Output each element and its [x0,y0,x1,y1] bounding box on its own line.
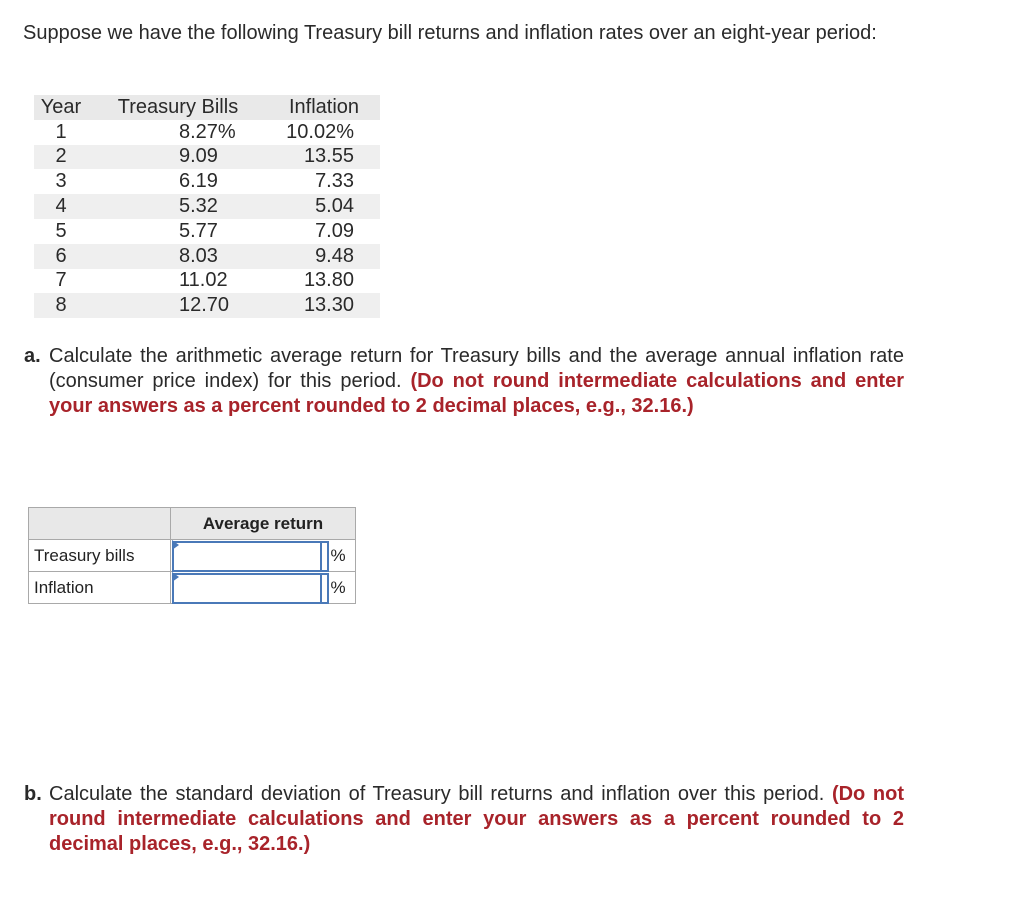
treasury-bill-cell: 5.32 [88,194,268,219]
table-row [34,219,380,244]
percent-unit: % [320,573,354,602]
treasury-bill-cell: 5.77 [179,219,218,242]
header-year: Year [34,95,88,120]
question-a [24,344,904,419]
treasury-bill-cell: 8.27% [179,120,236,143]
year-cell: 3 [55,170,67,193]
inflation-cell: 13.80 [303,269,354,292]
question-b-text: Calculate the standard deviation of Treasury bill returns and inflation over this period. [49,783,825,805]
answer-header-average-return: Average return [171,508,356,540]
inflation-cell: 7.09 [315,219,354,242]
answer-table [28,507,356,604]
question-b [24,782,904,857]
inflation-cell: 5.04 [268,194,380,219]
returns-inflation-table [34,95,380,318]
treasury-bill-cell: 9.09 [88,145,268,170]
question-b-instruction: (Do not round intermediate calculations and enter your answers as a percent rounded to 2 decimal places, e.g., 32.16.) [49,783,904,855]
header-treasury-bills: Treasury Bills [88,95,268,120]
inflation-cell: 13.30 [268,293,380,318]
inflation-cell: 10.02% [286,120,354,143]
year-cell: 8 [34,293,88,318]
inflation-cell: 13.55 [268,145,380,170]
year-cell: 2 [34,145,88,170]
table-row [34,293,380,318]
table-row [34,269,380,294]
year-cell: 5 [55,219,67,242]
year-cell: 1 [55,120,67,143]
question-b-letter: b. [24,783,42,805]
answer-header-blank [29,508,171,540]
problem-intro: Suppose we have the following Treasury bill returns and inflation rates over an eight-year period: [23,22,877,44]
answer-label-inflation: Inflation [29,572,171,604]
question-a-body [24,344,904,419]
percent-unit: % [320,541,354,570]
question-a-text: Calculate the arithmetic average return for Treasury bills and the average annual inflation rate (consumer price index) for this period. [49,345,904,392]
table-header-row [34,95,380,120]
answer-cell-inflation [171,572,356,604]
question-b-body [24,782,904,857]
answer-label-treasury-bills: Treasury bills [29,540,171,572]
inflation-cell: 7.33 [315,170,354,193]
table-row [34,194,380,219]
table-row [34,120,380,145]
header-inflation: Inflation [268,95,380,120]
year-cell: 4 [34,194,88,219]
table-row [34,169,380,194]
table-row [34,145,380,170]
treasury-bill-cell: 6.19 [179,170,218,193]
table-row [34,244,380,269]
year-cell: 7 [55,269,67,292]
treasury-bill-cell: 8.03 [88,244,268,269]
treasury-bill-cell: 12.70 [88,293,268,318]
question-a-instruction: (Do not round intermediate calculations and enter your answers as a percent rounded to 2 decimal places, e.g., 32.16.) [49,370,904,417]
answer-row-treasury-bills [29,540,356,572]
inflation-cell: 9.48 [268,244,380,269]
input-flag-icon [172,572,179,582]
year-cell: 6 [34,244,88,269]
treasury-bill-cell: 11.02 [179,269,228,292]
question-a-letter: a. [24,345,41,367]
answer-cell-treasury-bills [171,540,356,572]
treasury-bills-average-input[interactable] [172,541,329,572]
input-flag-icon [172,540,179,550]
answer-header-row [29,508,356,540]
answer-row-inflation [29,572,356,604]
inflation-average-input[interactable] [172,573,329,604]
